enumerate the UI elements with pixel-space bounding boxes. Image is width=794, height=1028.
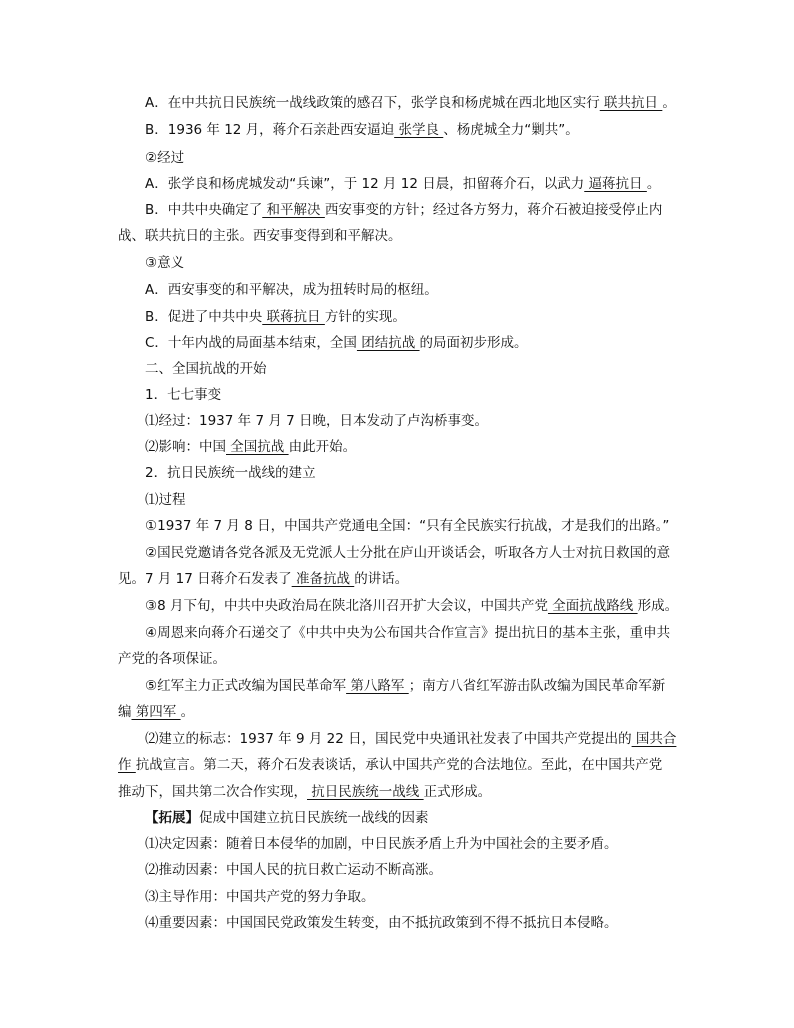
text-segment: 由此开始。 (288, 439, 357, 455)
text-line-3 (145, 148, 184, 168)
text-line-26 (118, 755, 662, 775)
text-segment: 抗战宣言。第二天，蒋介石发表谈话，承认中国共产党的合法地位。至此，在中国共产党 (135, 757, 663, 773)
answer-blank: 第四军 (131, 704, 181, 720)
answer-blank: 联共抗日 (599, 95, 663, 111)
text-segment: 2．抗日民族统一战线的建立 (145, 465, 316, 481)
text-line-22 (118, 649, 226, 669)
text-line-23 (145, 676, 665, 696)
text-segment: 推动下，国共第二次合作实现， (118, 784, 307, 800)
text-segment: B．1936 年 12 月，蒋介石亲赴西安逼迫 (145, 122, 395, 138)
text-segment: A．在中共抗日民族统一战线政策的感召下，张学良和杨虎城在西北地区实行 (145, 95, 600, 111)
answer-blank: 逼蒋抗日 (584, 176, 647, 192)
text-line-6 (118, 226, 402, 246)
answer-blank: 和平解决 (262, 202, 325, 218)
text-segment: 见。7 月 17 日蒋介石发表了 (118, 571, 292, 587)
text-segment: 促成中国建立抗日民族统一战线的因素 (199, 810, 429, 826)
answer-blank: 全国抗战 (226, 439, 289, 455)
text-line-24 (118, 702, 194, 722)
text-segment: ⑴决定因素：随着日本侵华的加剧，中日民族矛盾上升为中国社会的主要矛盾。 (145, 836, 618, 852)
answer-blank: 准备抗战 (291, 571, 355, 587)
text-segment: 。 (662, 95, 676, 111)
text-line-10 (145, 333, 528, 353)
answer-blank: 抗日民族统一战线 (307, 784, 424, 800)
text-line-5 (145, 200, 662, 220)
text-segment: 战、联共抗日的主张。西安事变得到和平解决。 (118, 228, 402, 244)
text-segment: ⑵影响：中国 (145, 439, 226, 455)
text-line-13 (145, 411, 488, 431)
text-segment: 正式形成。 (423, 784, 492, 800)
text-segment: ③意义 (145, 255, 185, 271)
text-line-30 (145, 860, 442, 880)
text-segment: ⑵建立的标志：1937 年 9 月 22 日，国民党中央通讯社发表了中国共产党提出的 (145, 731, 632, 747)
text-line-1 (145, 93, 676, 113)
answer-blank: 张学良 (394, 122, 444, 138)
text-line-32 (145, 913, 618, 933)
text-line-15 (145, 463, 316, 483)
text-segment: C．十年内战的局面基本结束，全国 (145, 335, 357, 351)
text-line-14 (145, 437, 356, 457)
text-segment: 形成。 (637, 598, 679, 614)
text-segment: A．西安事变的和平解决，成为扭转时局的枢纽。 (145, 282, 438, 298)
text-line-12 (145, 385, 221, 405)
text-line-7 (145, 253, 184, 273)
text-line-2 (145, 120, 579, 140)
text-segment: ⑤红军主力正式改编为国民革命军 (145, 678, 347, 694)
text-segment: 西安事变的方针；经过各方努力，蒋介石被迫接受停止内 (324, 202, 663, 218)
text-segment: 的讲话。 (354, 571, 409, 587)
text-line-16 (145, 490, 186, 510)
text-segment: 方针的实现。 (324, 309, 406, 325)
text-line-27 (118, 782, 491, 802)
text-segment: 、杨虎城全力“剿共”。 (443, 122, 579, 138)
text-line-11 (145, 359, 267, 379)
text-segment: ②经过 (145, 150, 185, 166)
text-segment: 的局面初步形成。 (419, 335, 528, 351)
text-segment: ⑵推动因素：中国人民的抗日救亡运动不断高涨。 (145, 862, 442, 878)
text-segment: 1．七七事变 (145, 387, 222, 403)
text-segment: ③8 月下旬，中共中央政治局在陕北洛川召开扩大会议，中国共产党 (145, 598, 548, 614)
text-segment: ①1937 年 7 月 8 日，中国共产党通电全国：“只有全民族实行抗战，才是我们的出路。” (145, 518, 670, 534)
text-segment: B．中共中央确定了 (145, 202, 263, 218)
text-line-9 (145, 307, 406, 327)
answer-blank: 联蒋抗日 (262, 309, 325, 325)
text-segment: 二、全国抗战的开始 (145, 361, 267, 377)
text-line-25 (145, 729, 676, 749)
text-line-18 (145, 543, 670, 563)
text-line-20 (145, 596, 678, 616)
bold-label: 【拓展】 (145, 810, 199, 826)
text-segment: ⑴过程 (145, 492, 186, 508)
answer-blank: 作 (118, 757, 136, 773)
text-segment: ⑷重要因素：中国国民党政策发生转变，由不抵抗政策到不得不抵抗日本侵略。 (145, 915, 618, 931)
text-segment: ⑴经过：1937 年 7 月 7 日晚，日本发动了卢沟桥事变。 (145, 413, 488, 429)
text-segment: 编 (118, 704, 132, 720)
text-line-4 (145, 174, 660, 194)
text-segment: ④周恩来向蒋介石递交了《中共中央为公布国共合作宣言》提出抗日的基本主张，重申共 (145, 625, 671, 641)
text-segment: 。 (180, 704, 195, 720)
text-line-29 (145, 834, 618, 854)
answer-blank: 国共合 (631, 731, 677, 747)
answer-blank: 第八路军 (346, 678, 409, 694)
text-segment: B．促进了中共中央 (145, 309, 263, 325)
text-line-28 (145, 808, 429, 828)
text-segment: A．张学良和杨虎城发动“兵谏”，于 12 月 12 日晨，扣留蒋介石，以武力 (145, 176, 585, 192)
text-line-31 (145, 887, 375, 907)
text-segment: 产党的各项保证。 (118, 651, 226, 667)
answer-blank: 全面抗战路线 (547, 598, 638, 614)
text-line-17 (145, 516, 669, 536)
text-segment: ⑶主导作用：中国共产党的努力争取。 (145, 889, 375, 905)
answer-blank: 团结抗战 (356, 335, 420, 351)
text-segment: 。 (646, 176, 661, 192)
text-line-8 (145, 280, 438, 300)
text-line-21 (145, 623, 670, 643)
text-segment: ②国民党邀请各党各派及无党派人士分批在庐山开谈话会，听取各方人士对抗日救国的意 (145, 545, 671, 561)
text-segment: ；南方八省红军游击队改编为国民革命军新 (408, 678, 666, 694)
text-line-19 (118, 569, 408, 589)
